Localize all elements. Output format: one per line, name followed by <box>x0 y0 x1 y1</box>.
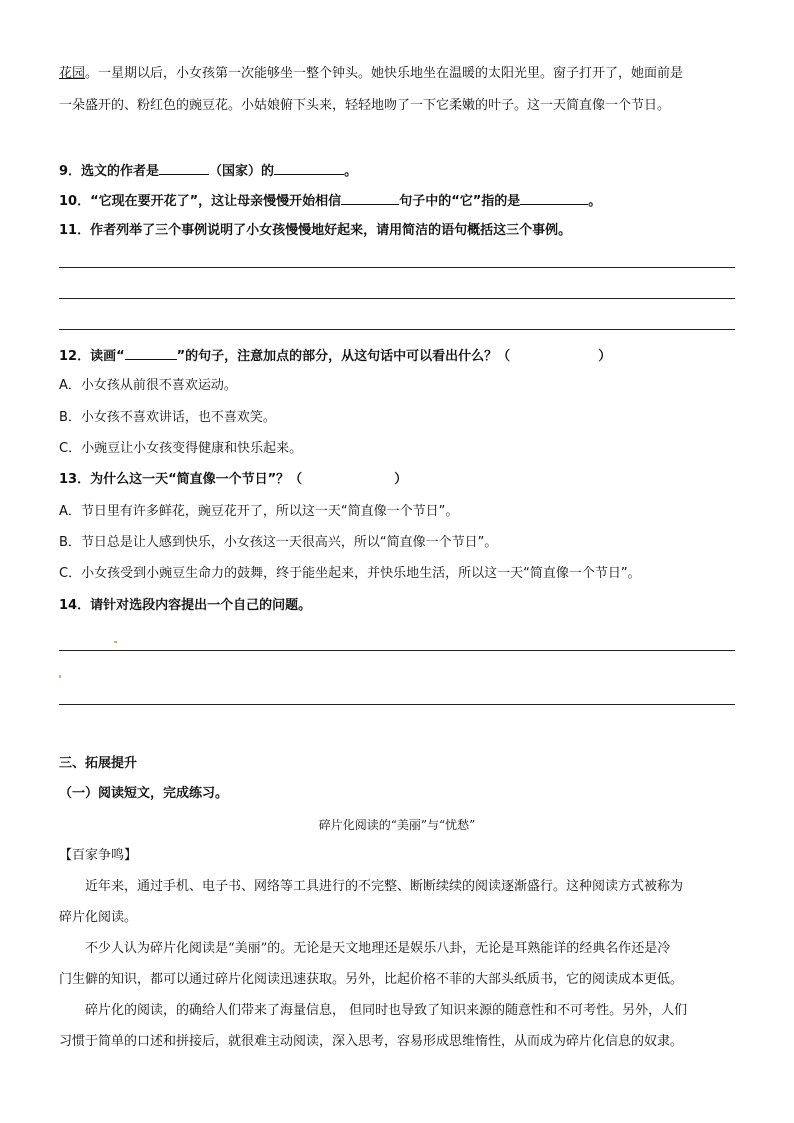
q9-text-b: （国家）的 <box>209 164 275 179</box>
article-para-3-line-1: 碎片化的阅读，的确给人们带来了海量信息， 但同时也导致了知识来源的随意性和不可考性。另外，人们 <box>85 1003 688 1018</box>
q9-blank-occupation[interactable] <box>274 160 344 175</box>
q10-text-c: 。 <box>588 194 602 209</box>
q9-text-a: 9．选文的作者是 <box>59 164 160 179</box>
question-13 <box>59 470 735 490</box>
passage-line-2: 一朵盛开的、粉红色的豌豆花。小姑娘俯下头来，轻轻地吻了一下它柔嫩的叶子。这一天简直像一个节日。 <box>59 98 671 113</box>
q9-blank-country[interactable] <box>159 160 209 175</box>
q10-text-b: 句子中的“它”指的是 <box>399 194 521 209</box>
article-para-2-line-1: 不少人认为碎片化阅读是“美丽”的。无论是天文地理还是娱乐八卦，无论是耳熟能详的经典名作还是冷 <box>85 941 671 956</box>
q12-option-b: B．小女孩不喜欢讲话，也不喜欢笑。 <box>59 410 276 425</box>
q12-text-a: 12．读画“ <box>59 349 125 364</box>
scan-speck <box>59 675 61 678</box>
article-para-1-line-2: 碎片化阅读。 <box>59 910 138 925</box>
question-9 <box>59 160 735 182</box>
question-10 <box>59 190 735 212</box>
question-14: 14．请针对选段内容提出一个自己的问题。 <box>59 598 312 613</box>
q10-blank-2[interactable] <box>520 190 588 205</box>
q10-blank-1[interactable] <box>341 190 399 205</box>
passage-line-1-text: 。一星期以后，小女孩第一次能够坐一整个钟头。她快乐地坐在温暖的太阳光里。窗子打开了，她面前是 <box>85 66 684 81</box>
q12-text-b: ”的句子，注意加点的部分，从这句话中可以看出什么？（ <box>176 349 511 364</box>
q10-text-a: 10．“它现在要开花了”，这让母亲慢慢开始相信 <box>59 194 342 209</box>
section-subheading: （一）阅读短文，完成练习。 <box>59 786 229 801</box>
q12-text-c: ） <box>598 349 612 364</box>
question-11: 11．作者列举了三个事例说明了小女孩慢慢地好起来，请用简洁的语句概括这三个事例。 <box>59 223 572 238</box>
q13-option-c: C．小女孩受到小豌豆生命力的鼓舞，终于能坐起来，并快乐地生活，所以这一天“简直像一个节日”。 <box>59 566 641 581</box>
section-heading: 三、拓展提升 <box>59 756 138 771</box>
answer-line-q14-2[interactable] <box>59 704 735 705</box>
question-12 <box>59 345 735 367</box>
passage-line-1 <box>59 64 735 84</box>
answer-line-q14-1[interactable] <box>59 650 735 651</box>
q13-text-a: 13．为什么这一天“简直像一个节日”？（ <box>59 472 303 487</box>
q9-text-c: 。 <box>344 164 358 179</box>
answer-line-q11-3[interactable] <box>59 329 735 330</box>
article-para-2-line-2: 门生僻的知识，都可以通过碎片化阅读迅速获取。另外，比起价格不菲的大部头纸质书，它的阅读成本更低。 <box>59 972 684 987</box>
q13-option-b: B．节日总是让人感到快乐，小女孩这一天很高兴，所以“简直像一个节日”。 <box>59 535 498 550</box>
article-para-1-line-1: 近年来，通过手机、电子书、网络等工具进行的不完整、断断续续的阅读逐渐盛行。这种阅读方式被称为 <box>85 879 684 894</box>
article-title: 碎片化阅读的“美丽”与“忧愁” <box>318 818 476 832</box>
q13-text-c: ） <box>394 472 408 487</box>
q12-blank[interactable] <box>125 345 177 360</box>
scan-speck <box>114 641 117 643</box>
q12-option-a: A．小女孩从前很不喜欢运动。 <box>59 378 237 393</box>
passage-link-word: 花园 <box>59 66 86 81</box>
answer-line-q11-2[interactable] <box>59 298 735 299</box>
q12-option-c: C．小豌豆让小女孩变得健康和快乐起来。 <box>59 441 303 456</box>
article-para-3-line-2: 习惯于简单的口述和拼接后，就很难主动阅读，深入思考，容易形成思维惰性，从而成为碎片化信息的奴隶。 <box>59 1034 684 1049</box>
article-tag: 【百家争鸣】 <box>59 848 138 863</box>
q13-option-a: A．节日里有许多鲜花，豌豆花开了，所以这一天“简直像一个节日”。 <box>59 504 459 519</box>
answer-line-q11-1[interactable] <box>59 267 735 268</box>
